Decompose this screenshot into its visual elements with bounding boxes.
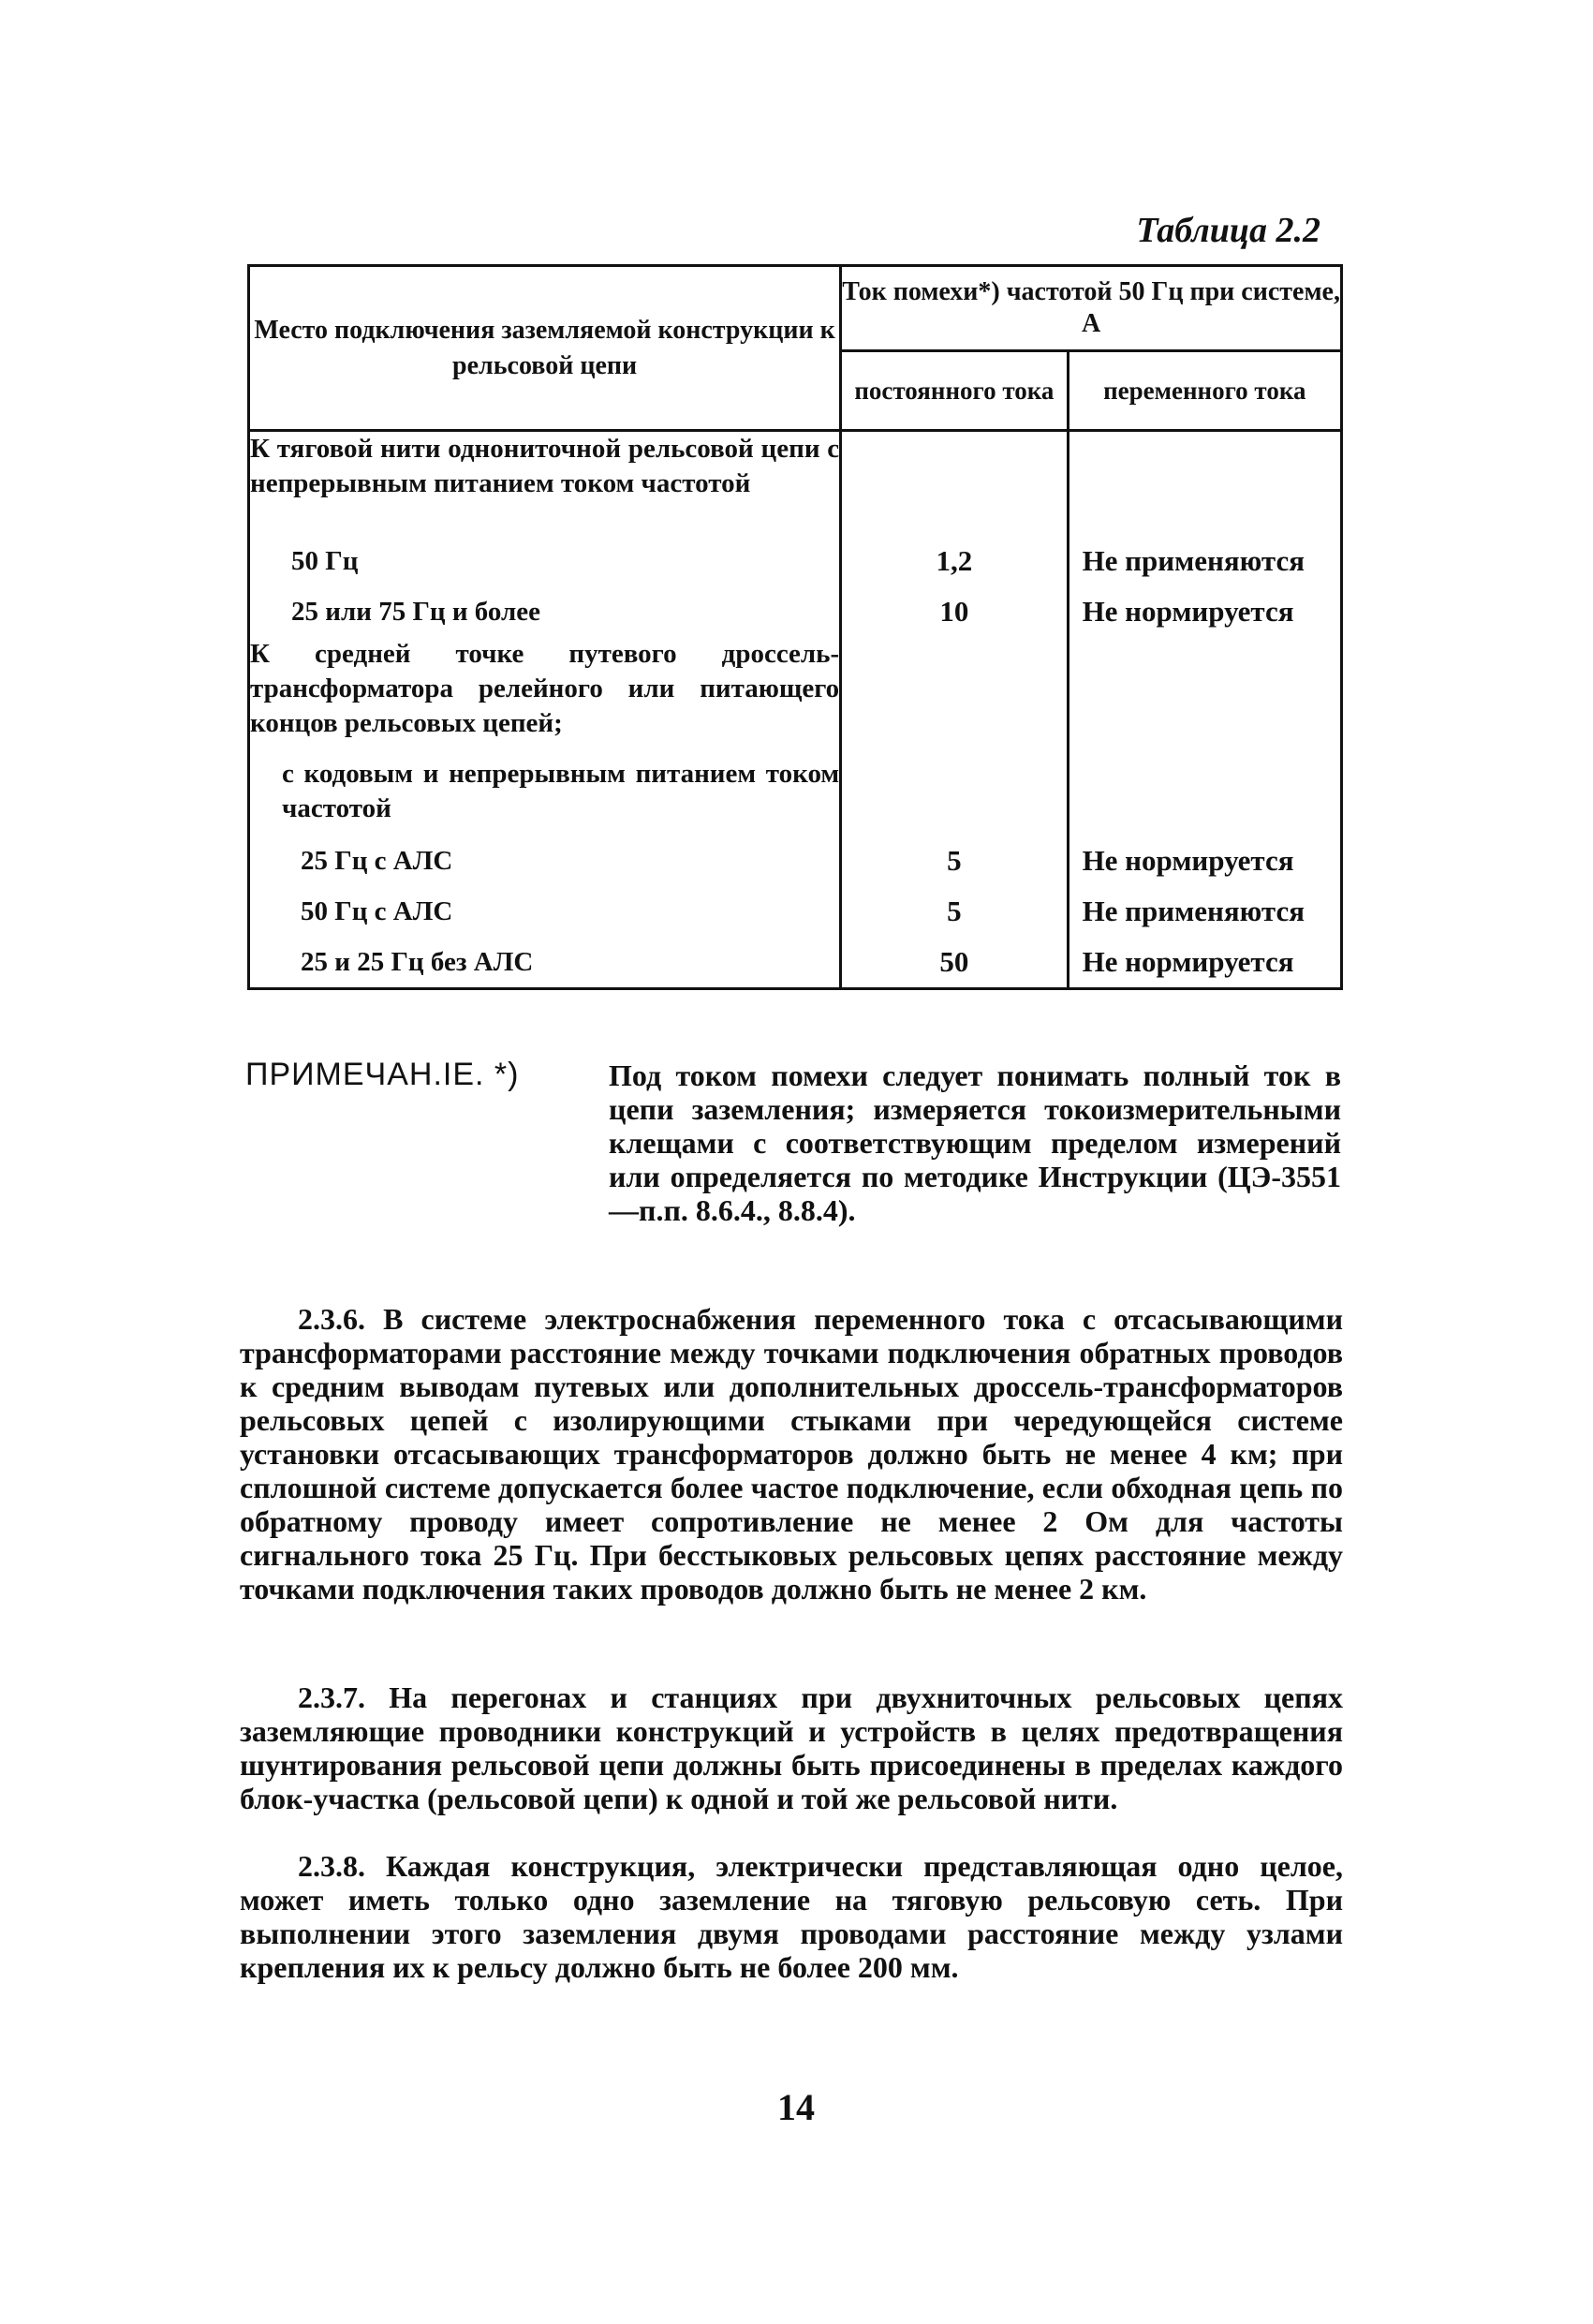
table-row-place: К средней точке путевого дроссель-трансформатора релейного или питающего концов рельсовых цепей; — [250, 639, 840, 738]
table-row-place: с кодовым и непрерывным питанием током частотой — [282, 759, 840, 823]
dc-value: 50 — [939, 945, 969, 978]
table-row-place: 25 Гц с АЛС — [301, 845, 453, 876]
ac-value: Не нормируется — [1082, 945, 1294, 978]
ac-value: Не применяются — [1082, 895, 1305, 927]
table-row-place: 25 или 75 Гц и более — [291, 596, 541, 627]
dc-value: 5 — [947, 895, 962, 927]
table-row-place: К тяговой нити однониточной рельсовой цепи с непрерывным питанием током частотой — [250, 434, 840, 498]
table-row-place: 50 Гц с АЛС — [301, 896, 453, 926]
ac-value: Не нормируется — [1082, 595, 1294, 628]
table-row-place: 25 и 25 Гц без АЛС — [301, 946, 534, 977]
table-body — [249, 431, 1342, 989]
dc-value: 10 — [939, 595, 969, 628]
table-header-row — [249, 266, 1342, 351]
dc-value: 1,2 — [936, 544, 973, 577]
dc-value: 5 — [947, 844, 962, 877]
note-label: ПРИМЕЧАН.ІЕ. *) — [245, 1057, 520, 1092]
table-2-2 — [247, 264, 1343, 990]
table-row-place: 50 Гц — [291, 545, 359, 576]
header-current: Ток помехи*) частотой 50 Гц при системе, А — [841, 266, 1342, 351]
paragraph-2-3-7: 2.3.7. На перегонах и станциях при двухниточных рельсовых цепях заземляющие проводники конструкций и устройств в целях предотвращения шунтирования рельсовой цепи должны быть присоединены в пределах каждого блок-участка (рельсовой цепи) к одной и той же рельсовой нити. — [240, 1680, 1343, 1815]
ac-value: Не применяются — [1082, 544, 1305, 577]
ac-column — [1068, 431, 1341, 989]
note-text: Под током помехи следует понимать полный ток в цепи заземления; измеряется токоизмерительными клещами с соответствующим пределом измерений или определяется по методике Инструкции (ЦЭ-3551—п.п. 8.6.4., 8.8.4). — [609, 1058, 1341, 1227]
place-column — [249, 431, 841, 989]
page-number: 14 — [777, 2086, 815, 2128]
paragraph-2-3-8: 2.3.8. Каждая конструкция, электрически представляющая одно целое, может иметь только одно заземление на тяговую рельсовую сеть. При выполнении этого заземления двумя проводами расстояние между узлами крепления их к рельсу должно быть не более 200 мм. — [240, 1849, 1343, 1984]
dc-column — [841, 431, 1068, 989]
paragraph-2-3-6: 2.3.6. В системе электроснабжения переменного тока с отсасывающими трансформаторами расстояние между точками подключения обратных проводов к средним выводам путевых или дополнительных дроссель-трансформаторов рельсовых цепей с изолирующими стыками при чередующейся системе установки отсасывающих трансформаторов должно быть не менее 4 км; при сплошной системе допускается более частое подключение, если обходная цепь по обратному проводу имеет сопротивление не менее 2 Ом для частоты сигнального тока 25 Гц. При бесстыковых рельсовых цепях расстояние между точками подключения таких проводов должно быть не менее 2 км. — [240, 1302, 1343, 1606]
ac-value: Не нормируется — [1082, 844, 1294, 877]
table-caption: Таблица 2.2 — [1136, 211, 1320, 250]
header-place: Место подключения заземляемой конструкции к рельсовой цепи — [249, 266, 841, 431]
header-dc: постоянного тока — [841, 351, 1068, 431]
header-ac: переменного тока — [1068, 351, 1341, 431]
